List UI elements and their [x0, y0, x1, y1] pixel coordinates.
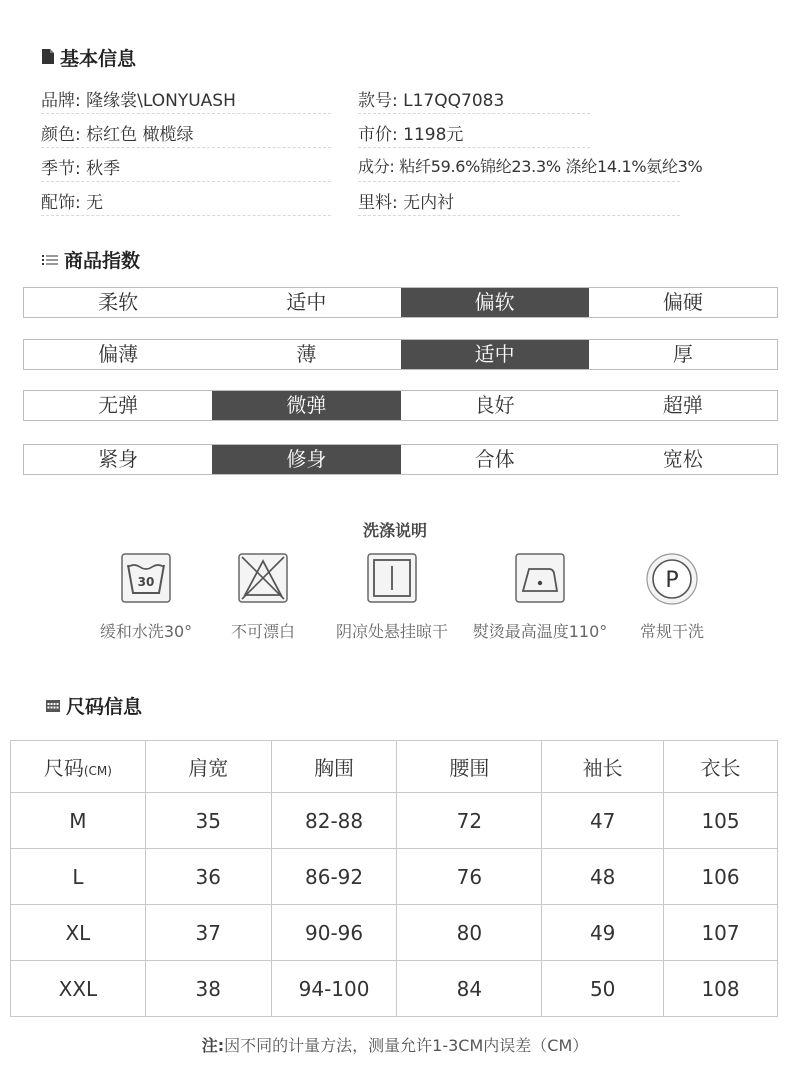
info-composition: 成分: 粘纤59.6%锦纶23.3% 涤纶14.1%氨纶3% — [358, 157, 703, 176]
wash-temp: 30 — [137, 575, 155, 589]
size-cell: XXL — [11, 961, 146, 1017]
measurement-cell: 82-88 — [271, 793, 397, 849]
size-header: 尺码(CM) — [11, 741, 146, 793]
measurement-cell: 76 — [397, 849, 542, 905]
info-style-number: 款号: L17QQ7083 — [358, 91, 505, 111]
basic-info-title: 基本信息 — [42, 44, 136, 71]
measurement-cell: 107 — [664, 905, 778, 961]
size-info-title: 尺码信息 — [46, 692, 142, 719]
index-cell: 偏薄 — [98, 342, 139, 366]
table-row — [11, 961, 778, 1017]
info-market-price: 市价: 1198元 — [358, 125, 464, 145]
measurement-cell: 108 — [664, 961, 778, 1017]
measurement-cell: 50 — [542, 961, 664, 1017]
index-cell: 偏硬 — [662, 290, 703, 314]
info-color: 颜色: 棕红色 橄榄绿 — [41, 125, 194, 145]
wash-label: 熨烫最高温度110° — [472, 622, 608, 641]
measurement-cell: 47 — [542, 793, 664, 849]
measurement-cell: 86-92 — [271, 849, 397, 905]
wash-item — [470, 553, 610, 642]
no-bleach-icon — [238, 553, 288, 605]
index-cell: 超弹 — [662, 393, 703, 417]
measurement-cell: 36 — [145, 849, 271, 905]
divider — [41, 181, 331, 182]
index-cell: 柔软 — [98, 290, 139, 314]
index-row — [23, 287, 778, 318]
column-header: 胸围 — [271, 741, 397, 793]
index-cell: 合体 — [474, 447, 515, 471]
dry-clean-icon — [645, 553, 699, 607]
column-header: 腰围 — [397, 741, 542, 793]
divider — [358, 181, 680, 182]
calendar-grid-icon — [46, 695, 60, 717]
index-row — [23, 339, 778, 370]
product-index-title: 商品指数 — [42, 246, 140, 273]
info-season: 季节: 秋季 — [41, 159, 121, 179]
index-cell: 无弹 — [98, 393, 139, 417]
index-cell-selected: 修身 — [212, 445, 400, 474]
measurement-note: 注:因不同的计量方法，测量允许1-3CM内误差（CM） — [201, 1036, 589, 1055]
divider — [358, 215, 680, 216]
list-icon — [42, 249, 58, 271]
iron-icon — [515, 553, 565, 605]
index-cell-selected: 适中 — [401, 340, 589, 369]
measurement-cell: 94-100 — [271, 961, 397, 1017]
column-header: 衣长 — [664, 741, 778, 793]
index-cell-selected: 偏软 — [401, 288, 589, 317]
index-cell: 薄 — [296, 342, 317, 366]
measurement-cell: 90-96 — [271, 905, 397, 961]
measurement-cell: 38 — [145, 961, 271, 1017]
divider — [358, 147, 590, 148]
wash-item — [193, 553, 333, 642]
document-icon — [42, 47, 54, 69]
column-header: 袖长 — [542, 741, 664, 793]
wash-item — [602, 553, 742, 642]
divider — [41, 215, 331, 216]
index-cell-selected: 微弹 — [212, 391, 400, 420]
info-brand: 品牌: 隆缘裳\LONYUASH — [41, 91, 236, 111]
index-row — [23, 444, 778, 475]
info-lining: 里料: 无内衬 — [358, 193, 455, 213]
index-row — [23, 390, 778, 421]
measurement-cell: 49 — [542, 905, 664, 961]
table-row — [11, 849, 778, 905]
measurement-cell: 80 — [397, 905, 542, 961]
column-header: 肩宽 — [145, 741, 271, 793]
size-cell: L — [11, 849, 146, 905]
divider — [41, 113, 331, 114]
wash-label: 阴凉处悬挂晾干 — [335, 622, 448, 641]
size-table — [10, 740, 778, 1017]
divider — [41, 147, 331, 148]
index-cell: 良好 — [474, 393, 515, 417]
index-cell: 宽松 — [662, 447, 703, 471]
size-cell: M — [11, 793, 146, 849]
measurement-cell: 48 — [542, 849, 664, 905]
measurement-cell: 106 — [664, 849, 778, 905]
size-cell: XL — [11, 905, 146, 961]
index-cell: 厚 — [672, 342, 693, 366]
measurement-cell: 105 — [664, 793, 778, 849]
table-header-row — [11, 741, 778, 793]
divider — [358, 113, 590, 114]
wash-title: 洗涤说明 — [362, 521, 427, 540]
wash-label: 常规干洗 — [639, 622, 704, 641]
wash-label: 不可漂白 — [230, 622, 295, 641]
wash-label: 缓和水洗30° — [99, 622, 193, 641]
table-row — [11, 905, 778, 961]
index-cell: 紧身 — [98, 447, 139, 471]
shade-dry-icon — [367, 553, 417, 605]
index-cell: 适中 — [286, 290, 327, 314]
dry-clean-letter: P — [665, 568, 679, 593]
measurement-cell: 84 — [397, 961, 542, 1017]
table-row — [11, 793, 778, 849]
measurement-cell: 35 — [145, 793, 271, 849]
measurement-cell: 37 — [145, 905, 271, 961]
info-accessory: 配饰: 无 — [41, 193, 104, 213]
wash-item — [322, 553, 462, 642]
measurement-cell: 72 — [397, 793, 542, 849]
wash-30-icon — [121, 553, 171, 605]
